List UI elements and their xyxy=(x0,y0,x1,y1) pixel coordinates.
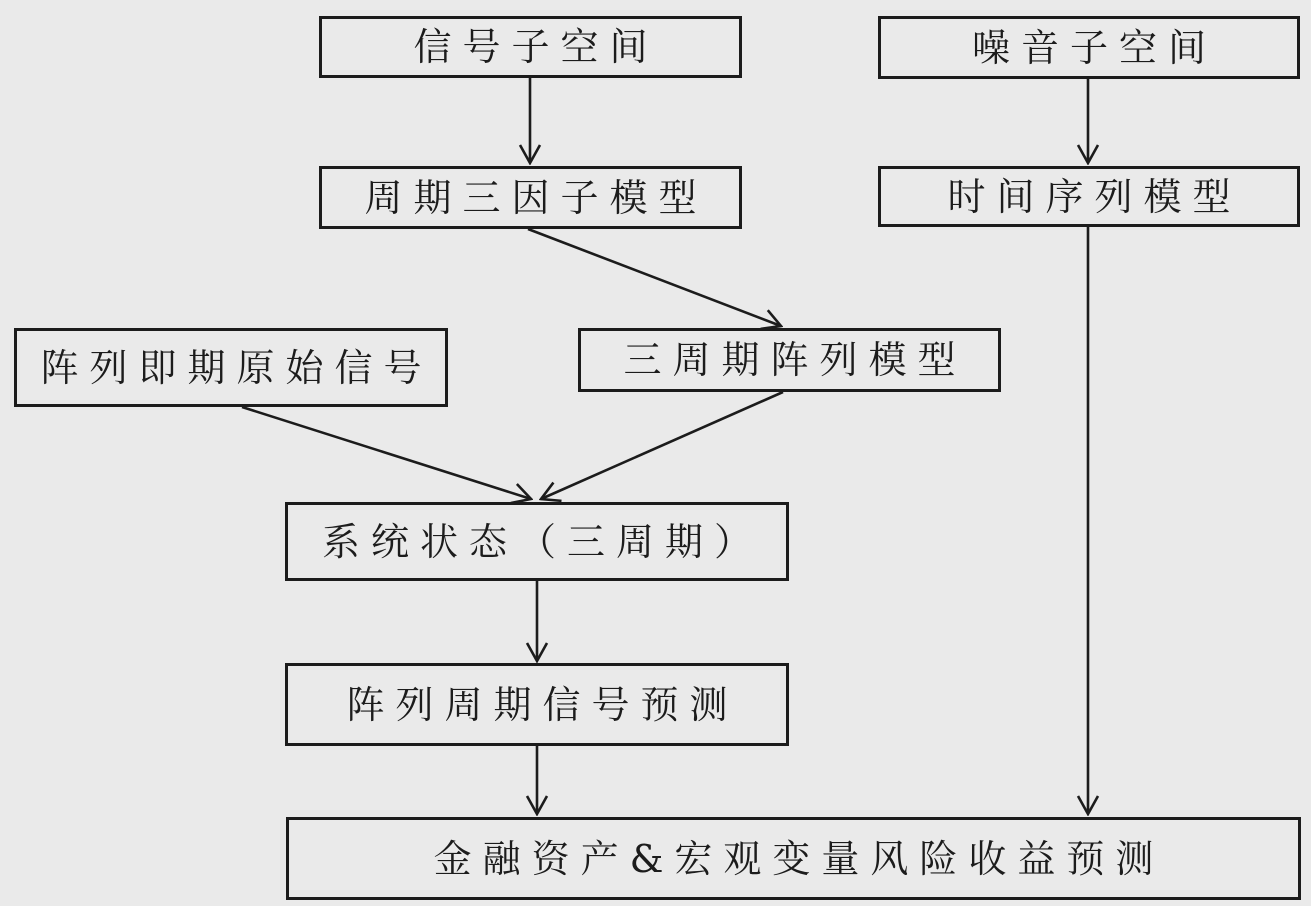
node-noise-subspace-label: 噪音子空间 xyxy=(971,25,1217,70)
node-signal-subspace-label: 信号子空间 xyxy=(413,25,659,69)
node-signal-subspace xyxy=(319,16,742,78)
node-noise-subspace xyxy=(878,16,1300,79)
node-array-spot-raw-signal-label: 阵列即期原始信号 xyxy=(40,345,433,390)
node-time-series-model xyxy=(878,166,1300,227)
node-array-cycle-signal-forecast xyxy=(285,663,789,746)
node-three-cycle-array-model xyxy=(578,328,1001,392)
node-three-cycle-array-model-label: 三周期阵列模型 xyxy=(623,338,967,382)
node-cycle-three-factor-model-label: 周期三因子模型 xyxy=(364,175,708,220)
node-system-state-three-cycles xyxy=(285,502,789,581)
node-array-cycle-signal-forecast-label: 阵列周期信号预测 xyxy=(346,682,739,727)
edge-array-spot-raw-signal-to-system-state xyxy=(242,407,531,499)
node-array-spot-raw-signal xyxy=(14,328,448,407)
node-cycle-three-factor-model xyxy=(319,166,742,229)
node-system-state-three-cycles-label: 系统状态（三周期） xyxy=(321,519,763,564)
edge-three-cycle-array-model-to-system-state xyxy=(541,392,783,499)
node-financial-macro-risk-return-forecast xyxy=(286,817,1301,900)
edge-cycle-three-factor-model-to-three-cycle-array-model xyxy=(528,229,781,326)
node-time-series-model-label: 时间序列模型 xyxy=(947,174,1242,219)
node-financial-macro-risk-return-forecast-label: 金融资产&宏观变量风险收益预测 xyxy=(433,836,1165,881)
